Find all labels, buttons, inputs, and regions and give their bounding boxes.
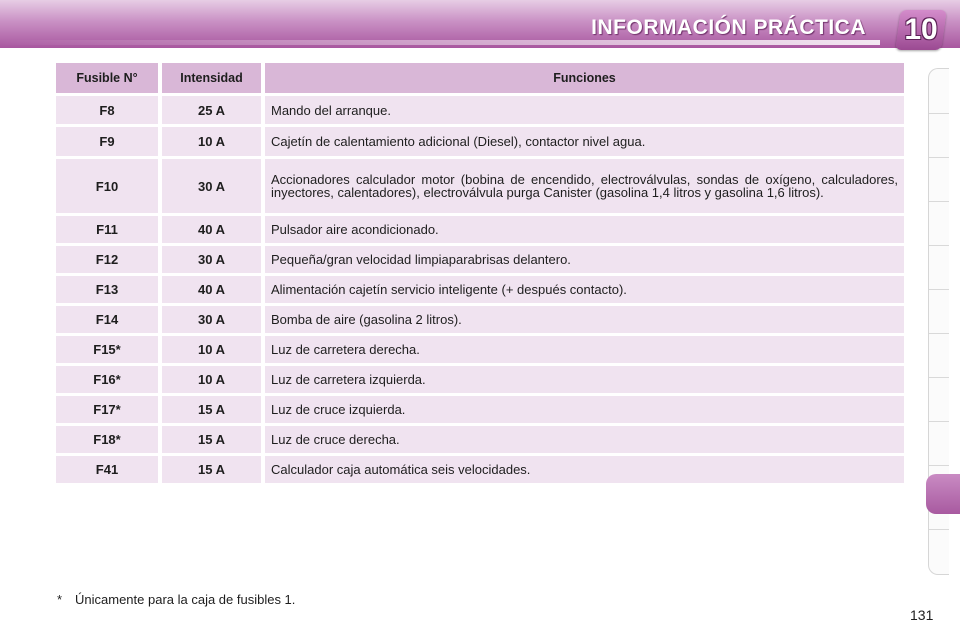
- fuse-function: Pequeña/gran velocidad limpiaparabrisas delantero.: [265, 246, 904, 273]
- fuse-number: F17*: [56, 396, 158, 423]
- table-row: [56, 306, 904, 333]
- chapter-tab-divider: [929, 245, 949, 246]
- table-row: [56, 96, 904, 124]
- table-header-row: [56, 63, 904, 93]
- fuse-function: Calculador caja automática seis velocidades.: [265, 456, 904, 483]
- table-row: [56, 366, 904, 393]
- table-row: [56, 216, 904, 243]
- table-row: [56, 456, 904, 483]
- table-row: [56, 336, 904, 363]
- chapter-tab-divider: [929, 157, 949, 158]
- page-header: [0, 0, 960, 48]
- chapter-badge: [895, 10, 947, 50]
- fuse-function: Accionadores calculador motor (bobina de encendido, electroválvulas, sondas de oxígeno, calculadores, inyectores, calentadores), electroválvula purga Canister (gasolina 1,4 litros y gasolina 1,6 litros).: [265, 159, 904, 213]
- fuse-number: F11: [56, 216, 158, 243]
- fuse-function: Luz de cruce izquierda.: [265, 396, 904, 423]
- chapter-tab-divider: [929, 201, 949, 202]
- table-row: [56, 127, 904, 156]
- page-title: INFORMACIÓN PRÁCTICA: [591, 16, 866, 39]
- fuse-function: Luz de carretera izquierda.: [265, 366, 904, 393]
- fuse-table: [56, 63, 904, 486]
- fuse-function: Luz de cruce derecha.: [265, 426, 904, 453]
- chapter-tab-divider: [929, 289, 949, 290]
- fuse-intensity: 10 A: [162, 127, 261, 156]
- column-header-fuse: Fusible N°: [56, 63, 158, 93]
- fuse-number: F15*: [56, 336, 158, 363]
- fuse-number: F12: [56, 246, 158, 273]
- active-chapter-tab[interactable]: [926, 474, 960, 514]
- fuse-number: F8: [56, 96, 158, 124]
- footnote-text: Únicamente para la caja de fusibles 1.: [75, 592, 296, 607]
- chapter-tab-divider: [929, 529, 949, 530]
- fuse-function: Pulsador aire acondicionado.: [265, 216, 904, 243]
- fuse-function: Cajetín de calentamiento adicional (Diesel), contactor nivel agua.: [265, 127, 904, 156]
- fuse-intensity: 30 A: [162, 246, 261, 273]
- fuse-intensity: 10 A: [162, 366, 261, 393]
- table-row: [56, 246, 904, 273]
- fuse-number: F16*: [56, 366, 158, 393]
- fuse-function: Alimentación cajetín servicio inteligente (+ después contacto).: [265, 276, 904, 303]
- chapter-tab-divider: [929, 377, 949, 378]
- fuse-intensity: 15 A: [162, 396, 261, 423]
- column-header-intensity: Intensidad: [162, 63, 261, 93]
- fuse-function: Bomba de aire (gasolina 2 litros).: [265, 306, 904, 333]
- fuse-intensity: 15 A: [162, 456, 261, 483]
- table-row: [56, 159, 904, 213]
- header-shine-line: [0, 40, 880, 45]
- chapter-tab-divider: [929, 465, 949, 466]
- fuse-number: F13: [56, 276, 158, 303]
- fuse-intensity: 10 A: [162, 336, 261, 363]
- fuse-number: F41: [56, 456, 158, 483]
- fuse-number: F14: [56, 306, 158, 333]
- fuse-intensity: 15 A: [162, 426, 261, 453]
- chapter-number: 10: [904, 13, 938, 46]
- fuse-number: F10: [56, 159, 158, 213]
- page-number: 131: [910, 607, 934, 623]
- fuse-function: Mando del arranque.: [265, 96, 904, 124]
- fuse-intensity: 30 A: [162, 306, 261, 333]
- fuse-number: F9: [56, 127, 158, 156]
- fuse-intensity: 30 A: [162, 159, 261, 213]
- footnote: [57, 592, 295, 607]
- table-row: [56, 276, 904, 303]
- fuse-number: F18*: [56, 426, 158, 453]
- chapter-tab-divider: [929, 421, 949, 422]
- chapter-tab-divider: [929, 113, 949, 114]
- footnote-marker: *: [57, 592, 63, 607]
- column-header-functions: Funciones: [265, 63, 904, 93]
- fuse-intensity: 40 A: [162, 216, 261, 243]
- table-row: [56, 396, 904, 423]
- fuse-function: Luz de carretera derecha.: [265, 336, 904, 363]
- fuse-intensity: 40 A: [162, 276, 261, 303]
- fuse-intensity: 25 A: [162, 96, 261, 124]
- chapter-tab-divider: [929, 333, 949, 334]
- table-row: [56, 426, 904, 453]
